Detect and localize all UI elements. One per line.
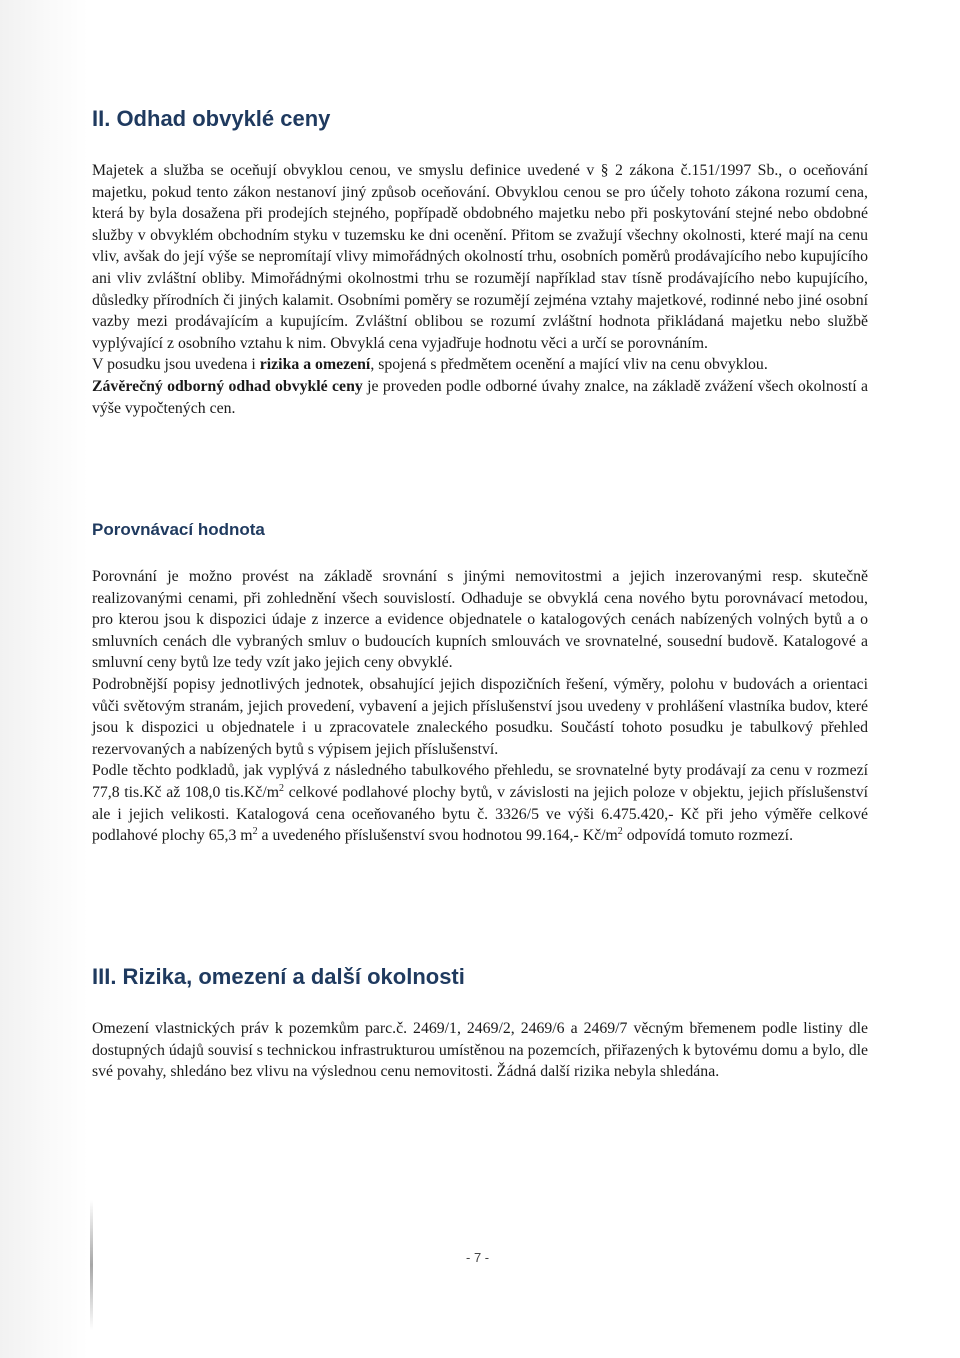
section-heading-rizika: III. Rizika, omezení a další okolnosti [92,964,465,989]
paragraph-rozmezi-cen: Podle těchto podkladů, jak vyplývá z následného tabulkového přehledu, se srovnatelné byty prodávají za cenu v rozmezí 77,8 tis.Kč až 108,0 $tis.Kč/m^2$ celkové podlahové plochy bytů, v závislosti na jejich poloze v objektu, jejich příslušenství ale i jejich velikosti. Katalogová cena oceňovaného bytu č. 3326/5 ve výši 6.475.420,- Kč při jeho výměře celkové podlahové plochy 65,3 $m^2$ a uvedeného příslušenství svou hodnotou 99.164,- $Kč/m^2$ odpovídá tomuto rozmezí. [92,762,868,845]
paragraph-obvykla-cena: Majetek a služba se oceňují obvyklou cenou, ve smyslu definice uvedené v § 2 zákona č.151/1997 Sb., o oceňování majetku, pokud tento zákon nestanoví jiný způsob oceňování. Obvyklou cenou se pro účely tohoto zákona rozumí cena, která by byla dosažena při prodejích stejného, popřípadě obdobného majetku nebo při poskytování stejné nebo obdobné služby v obvyklém obchodním styku v tuzemsku ke dni ocenění. Přitom se zvažují všechny okolnosti, které mají na cenu vliv, avšak do její výše se nepromítají vlivy mimořádných okolností trhu, osobních poměrů prodávajícího nebo kupujícího ani vliv zvláštní obliby. Mimořádnými okolnostmi trhu se rozumějí například stav tísně prodávajícího nebo kupujícího, důsledky přírodních či jiných kalamit. Osobními poměry se rozumějí zejména vztahy majetkové, rodinné nebo jiné osobní vazby mezi prodávajícím a kupujícím. Zvláštní oblibou se rozumí zvláštní hodnota přikládaná majetku nebo službě vyplývající z osobního vztahu k nim. Obvyklá cena vyjadřuje hodnotu věci a určí se porovnáním. [92,162,868,352]
section-rizika-text [92,1018,868,1083]
paragraph-rizika: V posudku jsou uvedena i rizika a omezení, spojená s předmětem ocenění a mající vliv na cenu obvyklou. [92,356,768,374]
scan-edge-line [90,1200,93,1330]
section-odhad-text [92,160,868,419]
paragraph-omezeni: Omezení vlastnických práv k pozemkům parc.č. 2469/1, 2469/2, 2469/6 a 2469/7 věcným břemenem podle listiny dle dostupných údajů souvisí s technickou infrastrukturou umístěnou na pozemcích, přiřazených k bytovému domu a bylo, dle své povahy, shledáno bez vlivu na výslednou cenu nemovitosti. Žádná další rizika nebyla shledána. [92,1020,868,1081]
subsection-heading-porovnavaci: Porovnávací hodnota [92,520,265,539]
page-number: - 7 - [466,1250,490,1265]
paragraph-porovnani: Porovnání je možno provést na základě srovnání s jinými nemovitostmi a jejich inzerovanými resp. skutečně realizovanými cenami, při zohlednění všech souvislostí. Odhaduje se obvyklá cena nového bytu porovnávací metodou, pro kterou jsou k dispozici údaje z inzerce a evidence objednatele o katalogových cenách nabízených volných bytů a o smluvních cenách dle vybraných smluv o budoucích kupních smlouvách ve srovnatelné, sousední budově. Katalogové a smluvní ceny bytů lze tedy vzít jako jejich ceny obvyklé. [92,568,868,672]
scan-shadow [0,0,88,1358]
paragraph-podrobnejsi-popisy: Podrobnější popisy jednotlivých jednotek, obsahující jejich dispozičních řešení, výměry, polohu v budovách a orientaci vůči světovým stranám, jejich provedení, vybavení a jejich příslušenství jsou uvedeny v prohlášení vlastníka budov, které jsou k dispozici u objednatele i u zpracovatele znaleckého posudku. Součástí tohoto posudku je tabulkový přehled rezervovaných a nabízených bytů s výpisem jejich příslušenství. [92,675,868,758]
section-porovnavaci-text [92,566,868,847]
section-heading-odhad: II. Odhad obvyklé ceny [92,106,331,131]
paragraph-zaverecny-odhad: Závěrečný odborný odhad obvyklé ceny je proveden podle odborné úvahy znalce, na základě zvážení všech okolností a výše vypočtených cen. [92,377,868,417]
